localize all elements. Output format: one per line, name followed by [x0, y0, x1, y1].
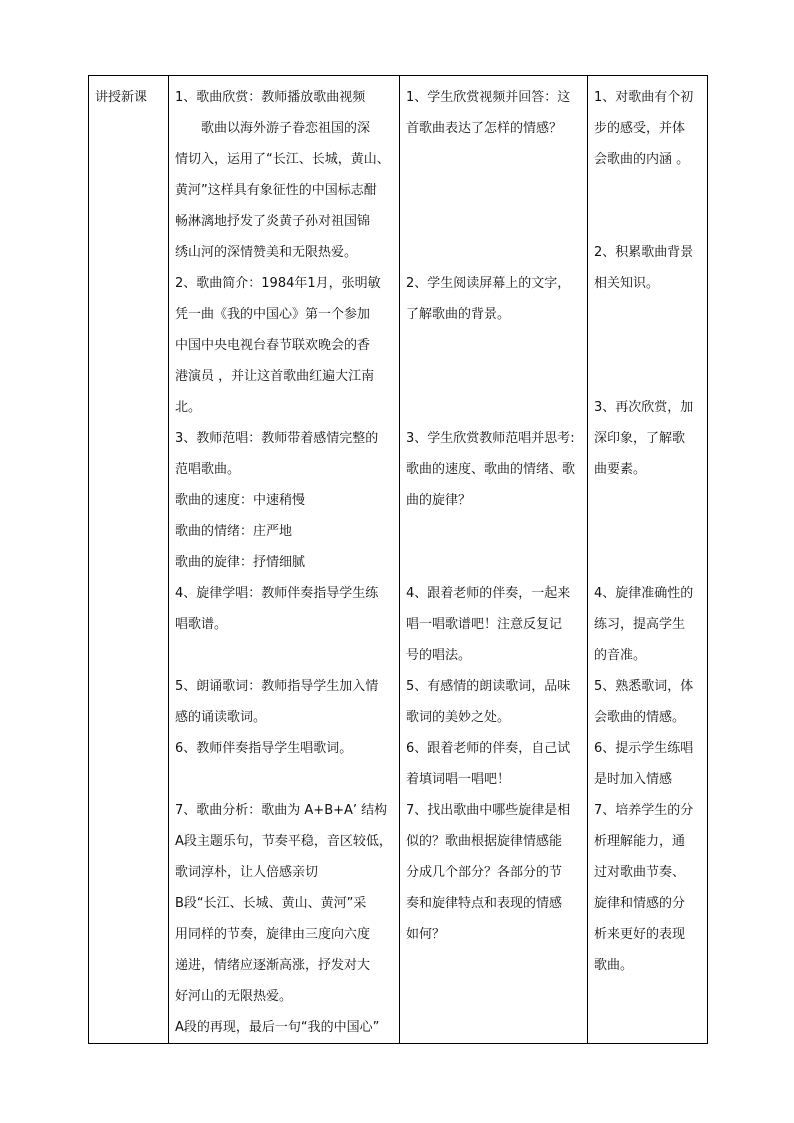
text-line [594, 547, 701, 578]
text-line: 6、教师伴奏指导学生唱歌词。 [175, 741, 353, 756]
text-line [594, 299, 701, 330]
purpose-text [594, 82, 701, 981]
text-line: 首歌曲表达了怎样的情感？ [406, 121, 563, 136]
text-line: 6、提示学生练唱 [594, 741, 694, 756]
text-line: 凭一曲《我的中国心》第一个参加 [175, 307, 371, 322]
text-line: 唱一唱歌谱吧！注意反复记 [406, 617, 563, 632]
text-line [406, 392, 581, 423]
text-line: 3、再次欣赏，加 [594, 400, 694, 415]
text-line: 3、教师范唱：教师带着感情完整的 [175, 431, 379, 446]
text-line: 4、旋律学唱：教师伴奏指导学生练 [175, 586, 379, 601]
text-line: 的音准。 [594, 648, 647, 663]
text-line [406, 516, 581, 547]
text-line [406, 175, 581, 206]
text-line [594, 485, 701, 516]
text-line: 感的诵读歌词。 [175, 710, 267, 725]
text-line: 会歌曲的情感。 [594, 710, 686, 725]
text-line: 绣山河的深情赞美和无限热爱。 [175, 245, 358, 260]
text-line: 6、跟着老师的伴奏，自己试 [406, 741, 571, 756]
text-line: 港演员 ，并让这首歌曲红遍大江南 [175, 369, 375, 384]
text-line: A段的再现，最后一句“我的中国心” [175, 1020, 380, 1035]
lesson-plan-table [88, 75, 708, 1044]
text-line: 3、学生欣赏教师范唱并思考: [406, 431, 575, 446]
text-line: 会歌曲的内涵 。 [594, 152, 690, 167]
text-line: 了解歌曲的背景。 [406, 307, 511, 322]
teacher-activity-cell [169, 76, 400, 1044]
text-line: 5、朗诵歌词：教师指导学生加入情 [175, 679, 379, 694]
text-line: 歌曲的情绪：庄严地 [175, 524, 293, 539]
text-line: 7、培养学生的分 [594, 803, 694, 818]
text-line: 曲要素。 [594, 462, 647, 477]
text-line: 步的感受，并体 [594, 121, 686, 136]
text-line [594, 361, 701, 392]
section-label: 讲授新课 [95, 90, 148, 105]
text-line [406, 144, 581, 175]
text-line: 2、歌曲简介：1984年1月，张明敏 [175, 276, 381, 291]
text-line: 中国中央电视台春节联欢晚会的香 [175, 338, 371, 353]
text-line: 唱歌谱。 [175, 617, 228, 632]
text-line: 好河山的无限热爱。 [175, 989, 293, 1004]
text-line [594, 516, 701, 547]
text-line [406, 361, 581, 392]
text-line: 曲的旋律？ [406, 493, 472, 508]
text-line: 歌曲的速度、歌曲的情绪、歌 [406, 462, 576, 477]
text-line: 歌曲的旋律：抒情细腻 [175, 555, 306, 570]
text-line: 着填词唱一唱吧！ [406, 772, 511, 787]
text-line: 相关知识。 [594, 276, 660, 291]
text-line [594, 175, 701, 206]
text-line: 黄河”这样具有象征性的中国标志酣 [175, 183, 377, 198]
text-line: 号的唱法。 [406, 648, 472, 663]
text-line: 歌曲以海外游子眷恋祖国的深 [201, 121, 371, 136]
text-line [175, 640, 393, 671]
text-line: 分成几个部分？各部分的节 [406, 865, 563, 880]
text-line: 过对歌曲节奏、 [594, 865, 686, 880]
text-line: 范唱歌曲。 [175, 462, 241, 477]
text-line: 2、积累歌曲背景 [594, 245, 694, 260]
text-line: 4、跟着老师的伴奏，一起来 [406, 586, 571, 601]
text-line: B段“长江、长城、黄山、黄河”采 [175, 896, 367, 911]
text-line: 1、学生欣赏视频并回答：这 [406, 90, 571, 105]
text-line: 1、歌曲欣赏：教师播放歌曲视频 [175, 90, 366, 105]
text-line: 歌曲的速度：中速稍慢 [175, 493, 306, 508]
text-line: 5、有感情的朗读歌词，品味 [406, 679, 571, 694]
text-line: 7、找出歌曲中哪些旋律是相 [406, 803, 571, 818]
text-line [406, 206, 581, 237]
text-line [406, 330, 581, 361]
text-line: 奏和旋律特点和表现的情感 [406, 896, 563, 911]
text-line: 练习，提高学生 [594, 617, 686, 632]
text-line: 1、对歌曲有个初 [594, 90, 694, 105]
purpose-cell [588, 76, 708, 1044]
text-line: 深印象，了解歌 [594, 431, 686, 446]
text-line [594, 206, 701, 237]
text-line: 旋律和情感的分 [594, 896, 686, 911]
text-line: 5、熟悉歌词，体 [594, 679, 694, 694]
text-line: 如何？ [406, 927, 446, 942]
text-line: 递进，情绪应逐渐高涨，抒发对大 [175, 958, 371, 973]
text-line: A段主题乐句，节奏平稳，音区较低， [175, 834, 392, 849]
student-activity-cell [400, 76, 588, 1044]
text-line: 似的？歌曲根据旋律情感能 [406, 834, 563, 849]
text-line: 情切入，运用了“长江、长城，黄山、 [175, 152, 390, 167]
text-line [175, 764, 393, 795]
teacher-activity-text [175, 82, 393, 1043]
student-activity-text [406, 82, 581, 950]
text-line: 畅淋漓地抒发了炎黄子孙对祖国锦 [175, 214, 371, 229]
text-line: 用同样的节奏，旋律由三度向六度 [175, 927, 371, 942]
text-line: 7、歌曲分析：歌曲为 A+B+A’ 结构 [175, 803, 388, 818]
table-row [89, 76, 708, 1044]
text-line [406, 547, 581, 578]
text-line: 北。 [175, 400, 202, 415]
section-label-cell [89, 76, 169, 1044]
text-line [594, 330, 701, 361]
text-line: 歌曲。 [594, 958, 634, 973]
text-line: 2、学生阅读屏幕上的文字， [406, 276, 571, 291]
text-line: 析理解能力，通 [594, 834, 686, 849]
text-line: 析来更好的表现 [594, 927, 686, 942]
text-line: 4、旋律准确性的 [594, 586, 694, 601]
text-line: 歌词淳朴，让人倍感亲切 [175, 865, 319, 880]
text-line: 是时加入情感 [594, 772, 673, 787]
text-line [406, 237, 581, 268]
text-line: 歌词的美妙之处。 [406, 710, 511, 725]
